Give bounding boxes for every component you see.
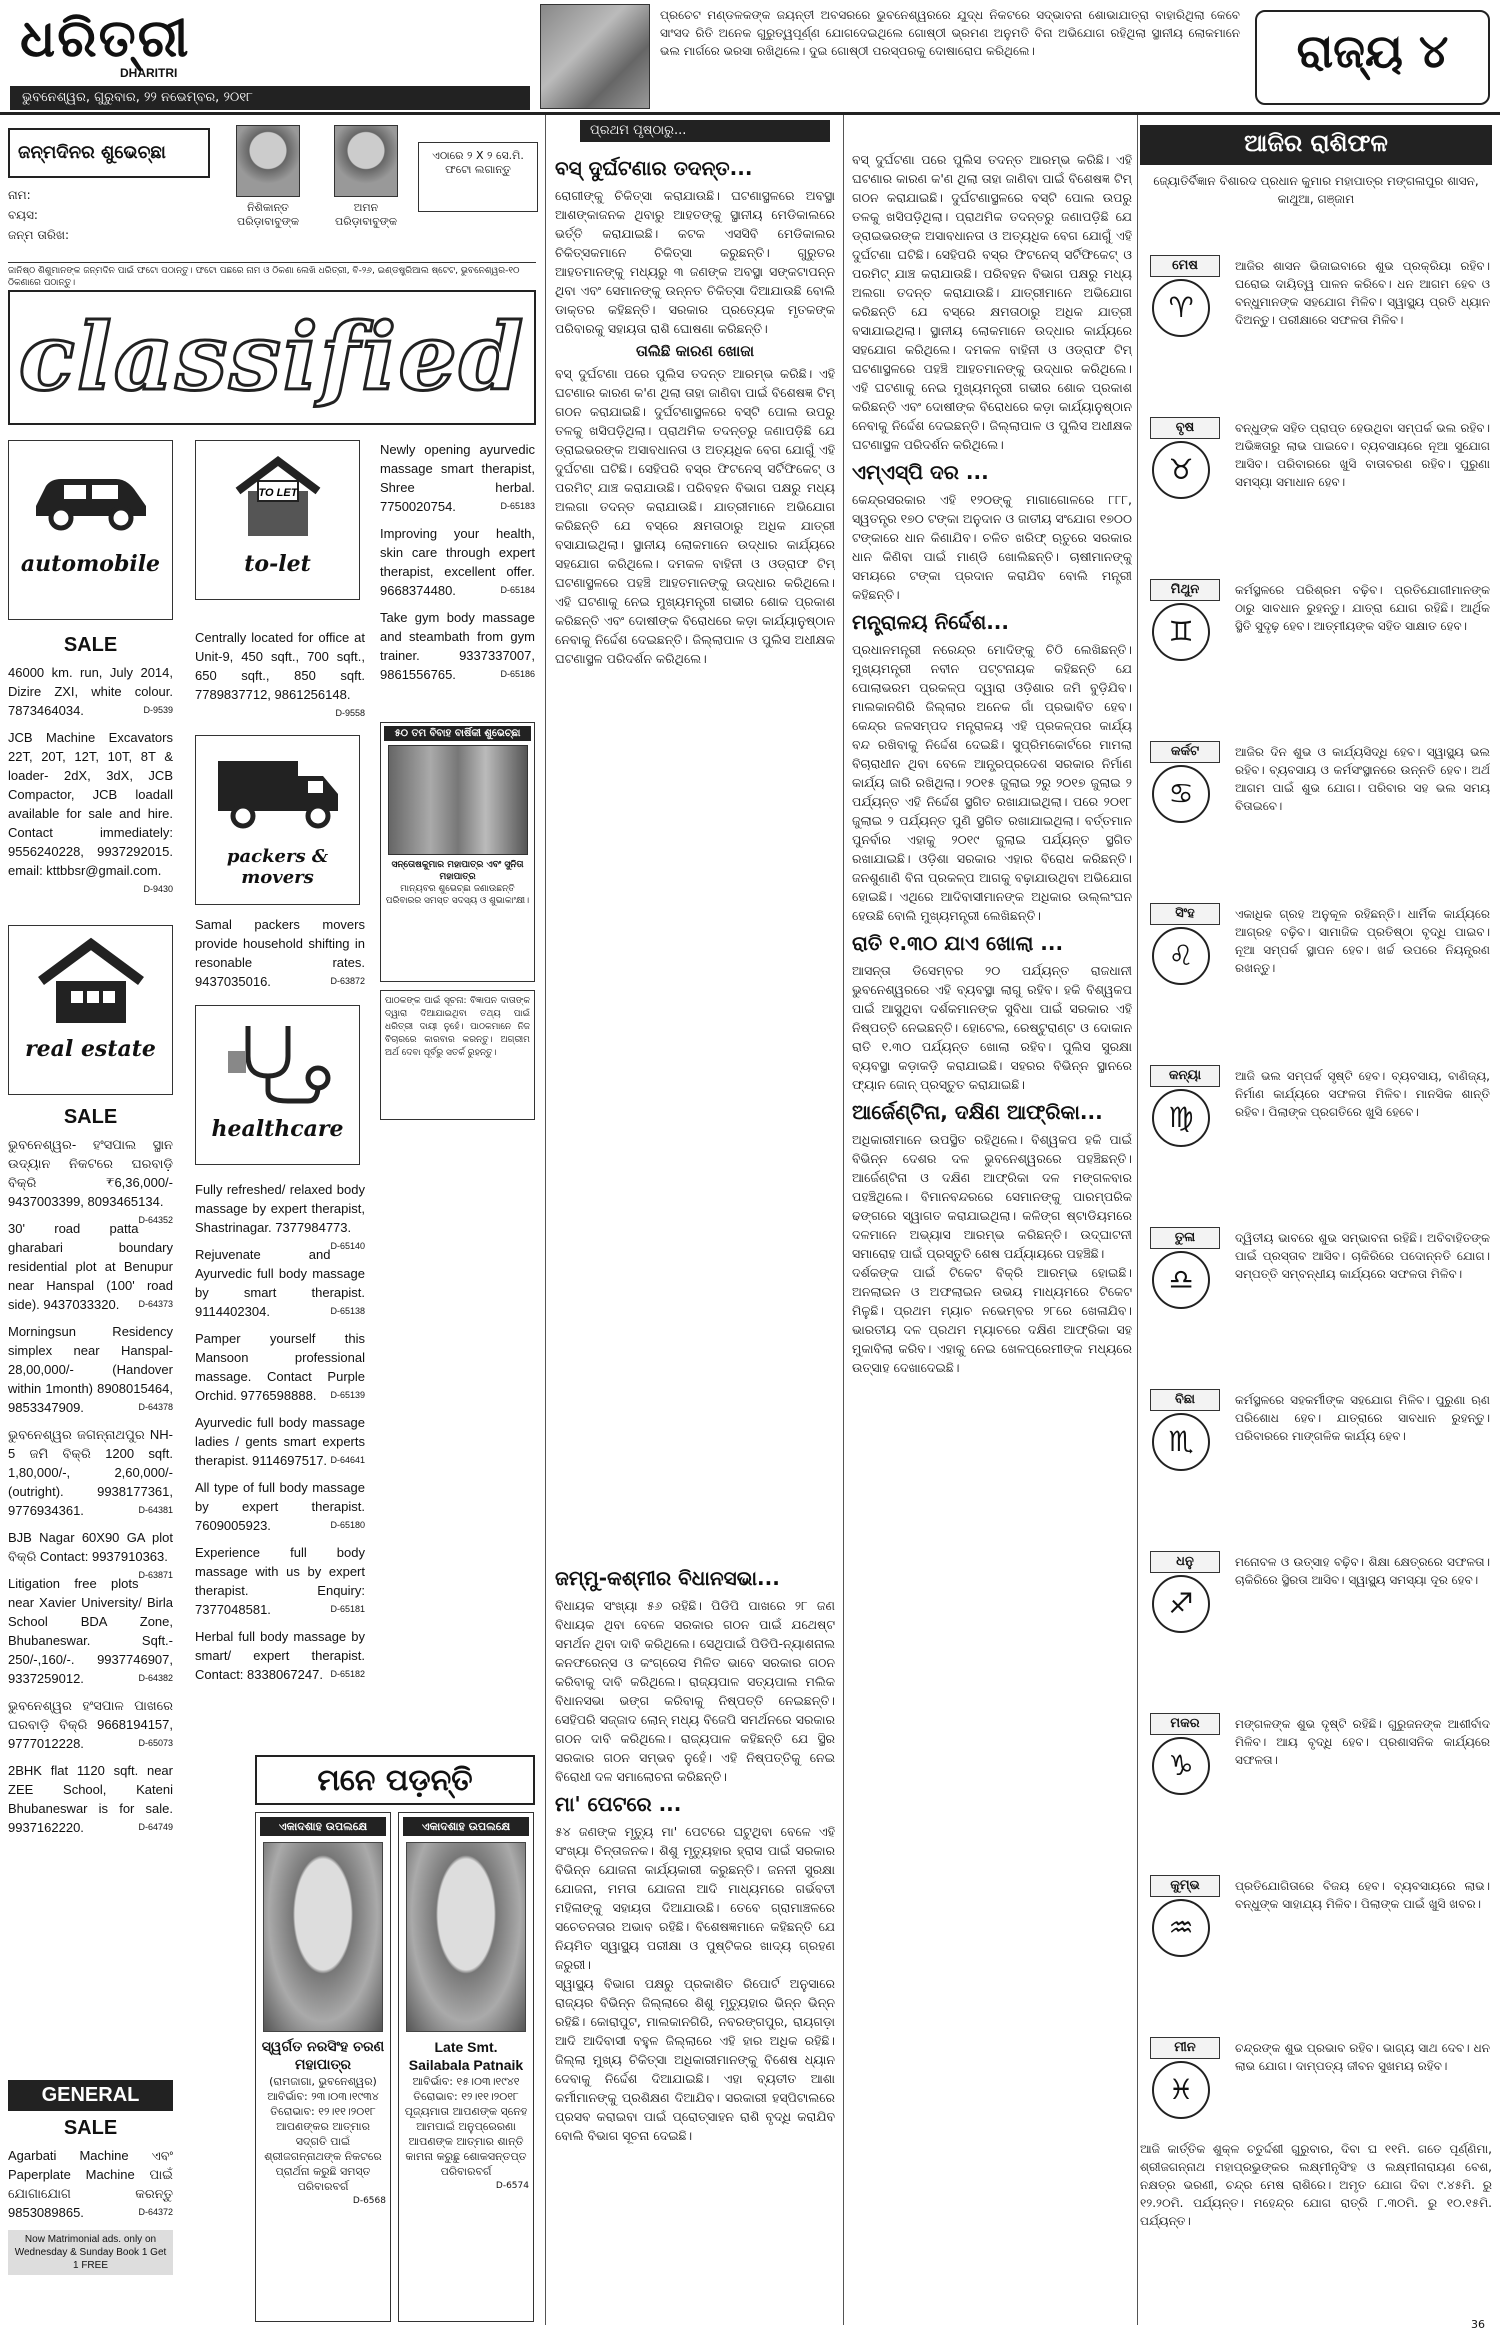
horoscope-sign [1140, 1713, 1492, 1873]
page-title: ରାଜ୍ୟ ୪ [1255, 10, 1490, 105]
obituary-1-heading: ଏକାଦଶାହ ଉପଲକ୍ଷେ [260, 1817, 386, 1836]
sign-name: ବୃଷ [1150, 417, 1220, 439]
kid-photo-1 [228, 125, 308, 235]
ad-auto-1-text: 46000 km. run, July 2014, Dizire ZXI, white colour. 7873464034. [8, 665, 173, 718]
ad-health-6-text: Experience full body massage with us by expert therapist. Enquiry: 7377048581. [195, 1545, 365, 1617]
horoscope-sign [1140, 1551, 1492, 1711]
ad-health-2 [195, 1245, 365, 1321]
ad-code: D-65183 [500, 501, 535, 511]
ad-right-1 [380, 440, 535, 516]
ad-re-2 [8, 1219, 173, 1314]
ad-re-7 [8, 1696, 173, 1753]
horoscope-sign [1140, 1065, 1492, 1225]
sign-name: ବିଛା [1150, 1389, 1220, 1411]
article-argentina-para-2: ଦର୍ଶକଙ୍କ ପାଇଁ ଟିକେଟ ବିକ୍ରି ଆରମ୍ଭ ହୋଇଛି। ଅନଲାଇନ ଓ ଅଫଲାଇନ ଉଭୟ ମାଧ୍ୟମରେ ଟିକେଟ ମିଳୁଛି। ପ୍ରଥମ ମ୍ୟାଚ ନଭେମ୍ବର ୨୮ରେ ଖେଳାଯିବ। ଭାରତୀୟ ଦଳ ପ୍ରଥମ ମ୍ୟାଚରେ ଦକ୍ଷିଣ ଆଫ୍ରିକା ସହ ମୁକାବିଲା କରିବ। ଏହାକୁ ନେଇ ଖେଳପ୍ରେମୀଙ୍କ ମଧ୍ୟରେ ଉତ୍ସାହ ଦେଖାଦେଇଛି। [852, 1265, 1132, 1375]
ad-auto-1 [8, 663, 173, 720]
kid-2-image [334, 125, 398, 197]
sign-prediction: ଚନ୍ଦ୍ରଙ୍କ ଶୁଭ ପ୍ରଭାବ ରହିବ। ଭାଗ୍ୟ ସାଥ ଦେବ। ଧନ ଲାଭ ଯୋଗ। ଦାମ୍ପତ୍ୟ ଜୀବନ ସୁଖମୟ ରହିବ। [1235, 2041, 1490, 2073]
obituary-2-photo [406, 1842, 526, 2032]
birthday-note: ଜାନିଷ୍ଠ ଶିଶୁମାନଙ୍କ ଜନ୍ମଦିନ ପାଇଁ ଫଟୋ ପଠାନ୍ତୁ। ଫଟୋ ପଛରେ ନାମ ଓ ଠିକଣା ଲେଖି ଧରିତ୍ରୀ, ବି-୨୬, ଇଣ୍ଡଷ୍ଟ୍ରିଆଲ ଷ୍ଟେଟ, ଭୁବନେଶ୍ୱର-୧୦ ଠିକଣାରେ ପଠାନ୍ତୁ। [8, 262, 536, 289]
top-story-text: ପ୍ରଚେଟ ମଣ୍ଡଳକଙ୍କ ଜୟନ୍ତୀ ଅବସରରେ ଭୁବନେଶ୍ୱରରେ ଯୁଦ୍ଧ ନିକଟରେ ସଦ୍ଭାବନା ଶୋଭାଯାତ୍ରା ବାହାରିଥିଲା କେବେ ସାଂସଦ ରିତି ଅନେକ ଗୁରୁତ୍ୱପୂର୍ଣ୍ଣ ଯୋଗଦେଇଥିଲେ ଗୋଷ୍ଠୀ ଭ୍ରମଣ ଅନୁମତି ବିନା ଅଭିଯୋଗ ରହିଥିଲା ସ୍ଥାନୀୟ ଲୋକମାନେ ଭଲ ମାର୍ଗରେ ଭରସା ରଖିଥିଲେ। ଦୁଇ ଗୋଷ୍ଠୀ ପରସ୍ପରକୁ ଦୋଷାରୋପ କରିଥିଲେ। [660, 8, 1240, 58]
packers-ad-box [195, 735, 360, 905]
sign-name: ମେଷ [1150, 255, 1220, 277]
sign-name: ମୀନ [1150, 2037, 1220, 2059]
ad-re-6-text: Litigation free plots near Xavier University/ Birla School BDA Zone, Bhubaneswar. Sqft.- 250/-,160/-. 9937746907, 9337259012. [8, 1576, 173, 1686]
ad-re-1 [8, 1135, 173, 1225]
ad-code: D-64381 [138, 1505, 173, 1515]
subheadline-bus: ତାଲିଛି କାରଣ ଖୋଜା [635, 342, 755, 360]
sign-prediction: ଦ୍ୱିତୀୟ ଭାବରେ ଶୁଭ ସମ୍ଭାବନା ରହିଛି। ଅବିବାହିତଙ୍କ ପାଇଁ ପ୍ରସ୍ତାବ ଆସିବ। ଚାକିରିରେ ପଦୋନ୍ନତି ଯୋଗ। ସମ୍ପତ୍ତି ସମ୍ବନ୍ଧୀୟ କାର୍ଯ୍ୟରେ ସଫଳତା ମିଳିବ। [1235, 1231, 1490, 1281]
sign-name: କର୍କଟ [1150, 741, 1220, 763]
sign-name: ତୁଳା [1150, 1227, 1220, 1249]
sign-prediction: କର୍ମସ୍ଥଳରେ ପରିଶ୍ରମ ବଢ଼ିବ। ପ୍ରତିଯୋଗୀମାନଙ୍କ ଠାରୁ ସାବଧାନ ରୁହନ୍ତୁ। ଯାତ୍ରା ଯୋଗ ରହିଛି। ଆର୍ଥିକ ସ୍ଥିତି ସୁଦୃଢ଼ ହେବ। ଆତ୍ମୀୟଙ୍କ ସହିତ ସାକ୍ଷାତ ହେବ। [1235, 583, 1490, 633]
ad-health-5-text: All type of full body massage by expert therapist. 7609005923. [195, 1480, 365, 1533]
ad-code: D-9430 [143, 884, 173, 894]
ad-health-7-text: Herbal full body massage by smart/ expert therapist. Contact: 8338067247. [195, 1629, 365, 1682]
ad-code: D-9558 [335, 708, 365, 718]
ad-code: D-65181 [330, 1604, 365, 1614]
sign-prediction: ଆଜି ଭଲ ସମ୍ପର୍କ ସୃଷ୍ଟି ହେବ। ବ୍ୟବସାୟ, ବାଣିଜ୍ୟ, ନିର୍ମାଣ କାର୍ଯ୍ୟରେ ସଫଳତା ମିଳିବ। ମାନସିକ ଶାନ୍ତି ରହିବ। ପିଲାଙ୍କ ପ୍ରଗତିରେ ଖୁସି ହେବେ। [1235, 1069, 1490, 1119]
article-bus-para-1: ରୋଗୀଙ୍କୁ ଚିକିତ୍ସା କରାଯାଉଛି। ଘଟଣାସ୍ଥଳରେ ଅବସ୍ଥା ଆଶଙ୍କାଜନକ ଥିବାରୁ ଆହତଙ୍କୁ ସ୍ଥାନୀୟ ମେଡିକାଲରେ ଭର୍ତ୍ତି କରାଯାଇଛି। କଟକ ଏସସିବି ମେଡିକାଲର ଚିକିତ୍ସକମାନେ ଚିକିତ୍ସା କରୁଛନ୍ତି। ଗୁରୁତର ଆହତମାନଙ୍କୁ ମଧ୍ୟରୁ ୩ ଜଣଙ୍କ ଅବସ୍ଥା ସଙ୍କଟାପନ୍ନ ଥିବା ଏବଂ ସେମାନଙ୍କୁ ଉନ୍ନତ ଚିକିତ୍ସା ଦିଆଯାଉଛି ବୋଲି ଡାକ୍ତର କହିଛନ୍ତି। ସରକାର ପ୍ରତ୍ୟେକ ମୃତକଙ୍କ ପରିବାରକୁ ସହାୟତା ରାଶି ଘୋଷଣା କରିଛନ୍ତି। [555, 188, 835, 336]
ad-re-5 [8, 1528, 173, 1580]
ad-code: D-63872 [330, 976, 365, 986]
ad-re-3 [8, 1322, 173, 1417]
zodiac-icon: ♐ [1152, 1575, 1210, 1633]
article-argentina-para-1: ଅଧିକାରୀମାନେ ଉପସ୍ଥିତ ରହିଥିଲେ। ବିଶ୍ୱକପ ହକି ପାଇଁ ବିଭିନ୍ନ ଦେଶର ଦଳ ଭୁବନେଶ୍ୱରରେ ପହଞ୍ଚିଛନ୍ତି। ଆର୍ଜେଣ୍ଟିନା ଓ ଦକ୍ଷିଣ ଆଫ୍ରିକା ଦଳ ମଙ୍ଗଳବାର ପହଞ୍ଚିଥିଲେ। ବିମାନବନ୍ଦରରେ ସେମାନଙ୍କୁ ପାରମ୍ପରିକ ଢଙ୍ଗରେ ସ୍ୱାଗତ କରାଯାଇଥିଲା। କଳିଙ୍ଗ ଷ୍ଟାଡିୟମରେ ଦଳମାନେ ଅଭ୍ୟାସ ଆରମ୍ଭ କରିଛନ୍ତି। ଉଦ୍‌ଘାଟନୀ ସମାରୋହ ପାଇଁ ପ୍ରସ୍ତୁତି ଶେଷ ପର୍ଯ୍ୟାୟରେ ପହଞ୍ଚିଛି। [852, 1132, 1132, 1261]
ad-right-2 [380, 524, 535, 600]
headline-argentina[interactable]: ଆର୍ଜେଣ୍ଟିନା, ଦକ୍ଷିଣ ଆଫ୍ରିକା... [852, 1100, 1103, 1124]
obituary-1-name: ସ୍ୱର୍ଗତ ନରସିଂହ ଚରଣ ମହାପାତ୍ର [261, 2039, 385, 2073]
ad-health-1 [195, 1180, 365, 1251]
sale-heading-3: SALE [63, 2117, 118, 2139]
ad-right-2-text: Improving your health, skin care through expert therapist, excellent offer. 9668374480. [380, 526, 535, 598]
zodiac-icon: ♏ [1152, 1413, 1210, 1471]
ad-code: D-64641 [330, 1455, 365, 1465]
ad-code: D-65140 [330, 1241, 365, 1251]
ad-health-6 [195, 1543, 365, 1619]
truck-icon [196, 736, 359, 846]
ad-auto-2-text: JCB Machine Excavators 22T, 20T, 12T, 10T, 8T & loader- 2dX, 3dX, JCB Compactor, JCB loadall available for sale and hire. Contact immediately: 9556240228, 9937292015. email: kttbbsr@gmail.com. [8, 730, 173, 878]
sign-prediction: କର୍ମସ୍ଥଳରେ ସହକର୍ମୀଙ୍କ ସହଯୋଗ ମିଳିବ। ପୁରୁଣା ଋଣ ପରିଶୋଧ ହେବ। ଯାତ୍ରାରେ ସାବଧାନ ରୁହନ୍ତୁ। ପରିବାରରେ ମାଙ୍ଗଳିକ କାର୍ଯ୍ୟ ହେବ। [1235, 1393, 1490, 1443]
anniversary-names: ସନ୍ତୋଷକୁମାର ମହାପାତ୍ର ଏବଂ ସୁନିତା ମହାପାତ୍ର [391, 860, 524, 882]
article-jk-para: ବିଧାୟକ ସଂଖ୍ୟା ୫୬ ରହିଛି। ପିଡିପି ପାଖରେ ୨୮ ଜଣ ବିଧାୟକ ଥିବା ବେଳେ ସରକାର ଗଠନ ପାଇଁ ଯଥେଷ୍ଟ ସମର୍ଥନ ଥିବା ଦାବି କରିଥିଲେ। ସେଥିପାଇଁ ପିଡିପି-ନ୍ୟାଶନାଲ କନଫରେନ୍ସ ଓ କଂଗ୍ରେସ ମିଳିତ ଭାବେ ସରକାର ଗଠନ କରିବାକୁ ଦାବି କରିଥିଲେ। ରାଜ୍ୟପାଳ ସତ୍ୟପାଲ ମଲିକ ବିଧାନସଭା ଭଙ୍ଗ କରିବାକୁ ନିଷ୍ପତ୍ତି ନେଇଛନ୍ତି। ସେହିପରି ସଜ୍ଜାଦ ଲୋନ୍ ମଧ୍ୟ ବିଜେପି ସମର୍ଥନରେ ସରକାର ଗଠନ ଦାବି କରିଥିଲେ। ରାଜ୍ୟପାଳ କହିଛନ୍ତି ଯେ ସ୍ଥିର ସରକାର ଗଠନ ସମ୍ଭବ ନୁହେଁ। ଏହି ନିଷ୍ପତ୍ତିକୁ ନେଇ ବିରୋଧୀ ଦଳ ସମାଲୋଚନା କରିଛନ୍ତି। [555, 1598, 835, 1784]
ad-code: D-65180 [330, 1520, 365, 1530]
zodiac-icon: ♌ [1152, 927, 1210, 985]
obituary-2-code: D-6574 [495, 2181, 529, 2191]
anniversary-text: ମାନ୍ୟବର ଶୁଭେଚ୍ଛା ଜଣାଉଛନ୍ତି ପରିବାରର ସମସ୍ତ ସଦସ୍ୟ ଓ ଶୁଭାକାଂକ୍ଷୀ। [385, 884, 530, 906]
automobile-listings [8, 628, 173, 899]
matrimonial-note: Now Matrimonial ads. only on Wednesday & Sunday Book 1 Get 1 FREE [8, 2230, 173, 2275]
general-section [8, 2080, 173, 2275]
horoscope-sign [1140, 1389, 1492, 1549]
ad-code: D-65186 [500, 669, 535, 679]
kid-1-name: ନିଶିକାନ୍ତ ପରିଡ଼ାବାବୁଙ୍କ [237, 201, 299, 228]
obituary-1 [255, 1812, 391, 2322]
ad-re-5-text: BJB Nagar 60X90 GA plot ବିକ୍ରି Contact: 9937910363. [8, 1530, 173, 1564]
horoscope-sign [1140, 741, 1492, 901]
svg-text:TO LET: TO LET [258, 487, 297, 499]
car-icon [9, 441, 172, 551]
ad-health-3-text: Pamper yourself this Mansoon professional massage. Contact Purple Orchid. 9776598888. [195, 1331, 365, 1403]
horoscope-author: ଜ୍ୟୋତିର୍ବିଜ୍ଞାନ ବିଶାରଦ ପ୍ରଧାନ କୁମାର ମହାପାତ୍ର ମଙ୍ଗଳାପୁର ଶାସନ, କାଥୁଆ, ଗଞ୍ଜାମ [1153, 174, 1479, 206]
ad-general-1 [8, 2146, 173, 2222]
column-divider [1137, 115, 1138, 2325]
headline-jk-assembly[interactable]: ଜମ୍ମୁ-କଶ୍ମୀର ବିଧାନସଭା... [555, 1566, 780, 1590]
ad-health-7 [195, 1627, 365, 1684]
zodiac-icon: ♎ [1152, 1251, 1210, 1309]
ad-code: D-64378 [138, 1402, 173, 1412]
continued-from-front-label: ପ୍ରଥମ ପୃଷ୍ଠାରୁ... [580, 120, 830, 142]
obituary-2-heading: ଏକାଦଶାହ ଉପଲକ୍ଷେ [403, 1817, 529, 1836]
ad-health-4-text: Ayurvedic full body massage ladies / gents smart experts therapist. 9114697517. [195, 1415, 365, 1468]
ad-general-1-text: Agarbati Machine ଏବଂ Paperplate Machine ପାଇଁ ଯୋଗାଯୋଗ କରନ୍ତୁ 9853089865. [8, 2148, 173, 2220]
sign-prediction: ଏକାଧିକ ଗ୍ରହ ଅନୁକୂଳ ରହିଛନ୍ତି। ଧାର୍ମିକ କାର୍ଯ୍ୟରେ ଆଗ୍ରହ ବଢ଼ିବ। ସାମାଜିକ ପ୍ରତିଷ୍ଠା ବୃଦ୍ଧି ପାଇବ। ନୂଆ ସମ୍ପର୍କ ସ୍ଥାପନ ହେବ। ଖର୍ଚ୍ଚ ଉପରେ ନିୟନ୍ତ୍ରଣ ରଖନ୍ତୁ। [1235, 907, 1490, 975]
automobile-label: automobile [20, 551, 161, 577]
ad-code: D-65073 [138, 1738, 173, 1748]
article-womb-para-2: ସ୍ୱାସ୍ଥ୍ୟ ବିଭାଗ ପକ୍ଷରୁ ପ୍ରକାଶିତ ରିପୋର୍ଟ ଅନୁସାରେ ରାଜ୍ୟର ବିଭିନ୍ନ ଜିଲ୍ଲାରେ ଶିଶୁ ମୃତ୍ୟୁହାର ଭିନ୍ନ ଭିନ୍ନ ରହିଛି। କୋରାପୁଟ, ମାଲକାନଗିରି, ନବରଙ୍ଗପୁର, ରାୟଗଡ଼ା ଆଦି ଆଦିବାସୀ ବହୁଳ ଜିଲ୍ଲାରେ ଏହି ହାର ଅଧିକ ରହିଛି। ଜିଲ୍ଲା ମୁଖ୍ୟ ଚିକିତ୍ସା ଅଧିକାରୀମାନଙ୍କୁ ବିଶେଷ ଧ୍ୟାନ ଦେବାକୁ ନିର୍ଦ୍ଦେଶ ଦିଆଯାଇଛି। ଏହା ବ୍ୟତୀତ ଆଶା କର୍ମୀମାନଙ୍କୁ ପ୍ରଶିକ୍ଷଣ ଦିଆଯିବ। ସରକାରୀ ହସ୍ପିଟାଲରେ ପ୍ରସବ କରାଇବା ପାଇଁ ପ୍ରୋତ୍ସାହନ ରାଶି ବୃଦ୍ଧି କରାଯିବ ବୋଲି ବିଭାଗ ସୂଚନା ଦେଇଛି। [555, 1976, 835, 2143]
column-divider [843, 115, 844, 2325]
ad-code: D-9539 [143, 705, 173, 715]
obituary-2 [398, 1812, 534, 2322]
obituary-1-text: (ରାମଜାଗା, ଭୁବନେଶ୍ୱର) ଆବିର୍ଭାବ: ୨୩।୦୩।୧୯୩୪ ତିରୋଭାବ: ୧୨।୧୧।୨୦୧୮ ଆପଣଙ୍କର ଆତ୍ମାର ସଦ୍ଗତି ପାଇଁ ଶ୍ରୀଜଗନ୍ନାଥଙ୍କ ନିକଟରେ ପ୍ରାର୍ଥନା କରୁଛି ସମସ୍ତ ପରିବାରବର୍ଗ [264, 2075, 382, 2193]
automobile-ad-box [8, 440, 173, 620]
ad-code: D-64372 [138, 2207, 173, 2217]
horoscope-heading: ଆଜିର ରାଶିଫଳ [1140, 125, 1492, 165]
ad-code: D-65182 [330, 1669, 365, 1679]
tolet-label: to-let [244, 551, 311, 577]
ad-right-3-text: Take gym body massage and steambath from gym trainer. 9337337007, 9861556765. [380, 610, 535, 682]
page-footer [0, 2318, 1500, 2335]
ad-re-2-text: 30' road patta gharabari boundary residential plot at Benupur near Hanspal (100' road side). 9437033320. [8, 1221, 173, 1312]
ad-health-4 [195, 1413, 365, 1470]
ad-re-4-text: ଭୁବନେଶ୍ୱର ଜଗନ୍ନାଥପୁର NH-5 ଜମି ବିକ୍ରି 1200 sqft. 1,80,000/-, 2,60,000/- (outright). 9938177361, 9776934361. [8, 1427, 173, 1518]
zodiac-icon: ♊ [1152, 603, 1210, 661]
realestate-ads [8, 1135, 173, 1837]
article-bus-para-2: ବସ୍ ଦୁର୍ଘଟଣା ପରେ ପୁଲିସ ତଦନ୍ତ ଆରମ୍ଭ କରିଛି। ଏହି ଘଟଣାର କାରଣ କ'ଣ ଥିଲା ତାହା ଜାଣିବା ପାଇଁ ବିଶେଷଜ୍ଞ ଟିମ୍ ଗଠନ କରାଯାଇଛି। ଦୁର୍ଘଟଣାସ୍ଥଳରେ ବସ୍‌ଟି ପୋଲ ଉପରୁ ତଳକୁ ଖସିପଡ଼ିଥିଲା। ପ୍ରାଥମିକ ତଦନ୍ତରୁ ଜଣାପଡ଼ିଛି ଯେ ଡ୍ରାଇଭରଙ୍କ ଅସାବଧାନତା ଓ ଅତ୍ୟଧିକ ବେଗ ଯୋଗୁଁ ଏହି ଦୁର୍ଘଟଣା ଘଟିଛି। ସେହିପରି ବସ୍‌ର ଫିଟନେସ୍ ସର୍ଟିଫିକେଟ୍ ଓ ପରମିଟ୍ ଯାଞ୍ଚ କରାଯାଉଛି। ପରିବହନ ବିଭାଗ ପକ୍ଷରୁ ମଧ୍ୟ ଅଲଗା ତଦନ୍ତ କରାଯାଉଛି। ଯାତ୍ରୀମାନେ ଅଭିଯୋଗ କରିଛନ୍ତି ଯେ ବସ୍‌ରେ କ୍ଷମତାଠାରୁ ଅଧିକ ଯାତ୍ରୀ ବସାଯାଇଥିଲା। ସ୍ଥାନୀୟ ଲୋକମାନେ ଉଦ୍ଧାର କାର୍ଯ୍ୟରେ ସହଯୋଗ କରିଥିଲେ। ଦମକଳ ବାହିନୀ ଓ ଓଡ୍ରାଫ ଟିମ୍ ଘଟଣାସ୍ଥଳରେ ପହଞ୍ଚି ଆହତମାନଙ୍କୁ ଉଦ୍ଧାର କରିଥିଲେ। ଏହି ଘଟଣାକୁ ନେଇ ମୁଖ୍ୟମନ୍ତ୍ରୀ ଗଭୀର ଶୋକ ପ୍ରକାଶ କରିଛନ୍ତି ଏବଂ ଦୋଷୀଙ୍କ ବିରୋଧରେ କଡ଼ା କାର୍ଯ୍ୟାନୁଷ୍ଠାନ ନେବାକୁ ନିର୍ଦ୍ଦେଶ ଦେଇଛନ୍ତି। ଜିଲ୍ଲାପାଳ ଓ ପୁଲିସ ଅଧୀକ୍ଷକ ଘଟଣାସ୍ଥଳ ପରିଦର୍ଶନ କରିଥିଲେ। [555, 366, 835, 666]
article-womb-para-1: ୫୪ ଜଣଙ୍କ ମୃତ୍ୟୁ ମା' ପେଟରେ ଘଟୁଥିବା ବେଳେ ଏହି ସଂଖ୍ୟା ଚିନ୍ତାଜନକ। ଶିଶୁ ମୃତ୍ୟୁହାର ହ୍ରାସ ପାଇଁ ସରକାର ବିଭିନ୍ନ ଯୋଜନା କାର୍ଯ୍ୟକାରୀ କରୁଛନ୍ତି। ଜନନୀ ସୁରକ୍ଷା ଯୋଜନା, ମମତା ଯୋଜନା ଆଦି ମାଧ୍ୟମରେ ଗର୍ଭବତୀ ମହିଳାଙ୍କୁ ସହାୟତା ଦିଆଯାଉଛି। ତେବେ ଗ୍ରାମାଞ୍ଚଳରେ ସଚେତନତାର ଅଭାବ ରହିଛି। ବିଶେଷଜ୍ଞମାନେ କହିଛନ୍ତି ଯେ ନିୟମିତ ସ୍ୱାସ୍ଥ୍ୟ ପରୀକ୍ଷା ଓ ପୁଷ୍ଟିକର ଖାଦ୍ୟ ଗ୍ରହଣ ଜରୁରୀ। [555, 1824, 835, 1972]
ad-code: D-63871 [138, 1570, 173, 1580]
obituary-banner: ମନେ ପଡ଼ନ୍ତି [255, 1755, 535, 1805]
kid-1-image [236, 125, 300, 197]
news-column-1 [555, 150, 835, 1550]
sign-name: ଧନୁ [1150, 1551, 1220, 1573]
obituary-1-photo [263, 1842, 383, 2032]
article-msp-para: କେନ୍ଦ୍ରସରକାର ଏହି ୧୨୦ଙ୍କୁ ମାଗାଗୋଳରେ ୮୮୮, ସ୍ୱତନ୍ତ୍ର ୧୭୦ ଟଙ୍କା ଅନୁଦାନ ଓ ଜାତୀୟ ସଂଯୋଗ ୧୭୦୦ ଟଙ୍କାରେ ଧାନ କିଣାଯିବ। ଚଳିତ ଖରିଫ୍ ଋତୁରେ ସରକାର ଧାନ କିଣିବା ପାଇଁ ମାଣ୍ଡି ଖୋଲିଛନ୍ତି। ଚାଷୀମାନଙ୍କୁ ସମୟରେ ଟଙ୍କା ପ୍ରଦାନ କରାଯିବ ବୋଲି ମନ୍ତ୍ରୀ କହିଛନ୍ତି। [852, 492, 1132, 602]
article-cont-para: ବସ୍ ଦୁର୍ଘଟଣା ପରେ ପୁଲିସ ତଦନ୍ତ ଆରମ୍ଭ କରିଛି। ଏହି ଘଟଣାର କାରଣ କ'ଣ ଥିଲା ତାହା ଜାଣିବା ପାଇଁ ବିଶେଷଜ୍ଞ ଟିମ୍ ଗଠନ କରାଯାଇଛି। ଦୁର୍ଘଟଣାସ୍ଥଳରେ ବସ୍‌ଟି ପୋଲ ଉପରୁ ତଳକୁ ଖସିପଡ଼ିଥିଲା। ପ୍ରାଥମିକ ତଦନ୍ତରୁ ଜଣାପଡ଼ିଛି ଯେ ଡ୍ରାଇଭରଙ୍କ ଅସାବଧାନତା ଓ ଅତ୍ୟଧିକ ବେଗ ଯୋଗୁଁ ଏହି ଦୁର୍ଘଟଣା ଘଟିଛି। ସେହିପରି ବସ୍‌ର ଫିଟନେସ୍ ସର୍ଟିଫିକେଟ୍ ଓ ପରମିଟ୍ ଯାଞ୍ଚ କରାଯାଉଛି। ପରିବହନ ବିଭାଗ ପକ୍ଷରୁ ମଧ୍ୟ ଅଲଗା ତଦନ୍ତ କରାଯାଉଛି। ଯାତ୍ରୀମାନେ ଅଭିଯୋଗ କରିଛନ୍ତି ଯେ ବସ୍‌ରେ କ୍ଷମତାଠାରୁ ଅଧିକ ଯାତ୍ରୀ ବସାଯାଇଥିଲା। ସ୍ଥାନୀୟ ଲୋକମାନେ ଉଦ୍ଧାର କାର୍ଯ୍ୟରେ ସହଯୋଗ କରିଥିଲେ। ଦମକଳ ବାହିନୀ ଓ ଓଡ୍ରାଫ ଟିମ୍ ଘଟଣାସ୍ଥଳରେ ପହଞ୍ଚି ଆହତମାନଙ୍କୁ ଉଦ୍ଧାର କରିଥିଲେ। ଏହି ଘଟଣାକୁ ନେଇ ମୁଖ୍ୟମନ୍ତ୍ରୀ ଗଭୀର ଶୋକ ପ୍ରକାଶ କରିଛନ୍ତି ଏବଂ ଦୋଷୀଙ୍କ ବିରୋଧରେ କଡ଼ା କାର୍ଯ୍ୟାନୁଷ୍ଠାନ ନେବାକୁ ନିର୍ଦ୍ଦେଶ ଦେଇଛନ୍ତି। ଜିଲ୍ଲାପାଳ ଓ ପୁଲିସ ଅଧୀକ୍ଷକ ଘଟଣାସ୍ଥଳ ପରିଦର୍ଶନ କରିଥିଲେ। [852, 152, 1132, 452]
ad-re-1-text: ଭୁବନେଶ୍ୱର- ହଂସପାଲ ସ୍ଥାନ ଉଦ୍ୟାନ ନିକଟରେ ଘରବାଡ଼ି ବିକ୍ରି ₹6,36,000/- 9437003399, 8093465134. [8, 1137, 173, 1209]
ad-code: D-64373 [138, 1299, 173, 1309]
sign-prediction: ମଙ୍ଗଳଙ୍କ ଶୁଭ ଦୃଷ୍ଟି ରହିଛି। ଗୁରୁଜନଙ୍କ ଆଶୀର୍ବାଦ ମିଳିବ। ଆୟ ବୃଦ୍ଧି ହେବ। ପ୍ରଶାସନିକ କାର୍ଯ୍ୟରେ ସଫଳତା। [1235, 1717, 1490, 1767]
ad-tolet-1 [195, 628, 365, 718]
sign-name: ମିଥୁନ [1150, 579, 1220, 601]
sign-prediction: ଆଜିର ଶାସନ ଭିଜାଇବାରେ ଶୁଭ ପ୍ରକ୍ରିୟା ରହିବ। ଘରୋଇ ଦାୟିତ୍ୱ ପାଳନ କରିବେ। ଧନ ଆଗମ ହେବ ଓ ବନ୍ଧୁମାନଙ୍କ ସହଯୋଗ ମିଳିବ। ସ୍ୱାସ୍ଥ୍ୟ ପ୍ରତି ଧ୍ୟାନ ଦିଅନ୍ତୁ। ପରୀକ୍ଷାରେ ସଫଳତା ମିଳିବ। [1235, 259, 1490, 327]
kid-photo-2 [326, 125, 406, 235]
birthday-heading: ଜନ୍ମଦିନର ଶୁଭେଚ୍ଛା [8, 128, 210, 178]
headline-night-open[interactable]: ରାତି ୧.୩୦ ଯାଏ ଖୋଲା ... [852, 931, 1064, 955]
classified-banner: classified [8, 290, 536, 425]
horoscope-sign [1140, 1227, 1492, 1387]
sign-prediction: ବନ୍ଧୁଙ୍କ ସହିତ ପ୍ରାପ୍ତ ହେଉଥିବା ସମ୍ପର୍କ ଭଲ ରହିବ। ଅଭିଜ୍ଞତାରୁ ଲାଭ ପାଇବେ। ବ୍ୟବସାୟରେ ନୂଆ ସୁଯୋଗ ଆସିବ। ପରିବାରରେ ଖୁସି ବାତାବରଣ ରହିବ। ପୁରୁଣା ସମସ୍ୟା ସମାଧାନ ହେବ। [1235, 421, 1490, 489]
zodiac-icon: ♍ [1152, 1089, 1210, 1147]
sign-name: ସିଂହ [1150, 903, 1220, 925]
photo-placeholder: ଏଠାରେ ୨ X ୨ ସେ.ମି. ଫଟୋ ଲଗାନ୍ତୁ [418, 142, 538, 212]
logo-subtitle: DHARITRI [120, 66, 178, 80]
sign-prediction: ପ୍ରତିଯୋଗିତାରେ ବିଜୟ ହେବ। ବ୍ୟବସାୟରେ ଲାଭ। ବନ୍ଧୁଙ୍କ ସାହାଯ୍ୟ ମିଳିବ। ପିଲାଙ୍କ ପାଇଁ ଖୁସି ଖବର। [1235, 1879, 1490, 1911]
packers-label: packers & movers [226, 846, 329, 888]
horoscope-sign [1140, 255, 1492, 415]
newspaper-logo[interactable]: ଧରିତ୍ରୀ [20, 8, 191, 69]
ad-re-3-text: Morningsun Residency simplex near Hanspal- 28,00,000/- (Handover within 1month) 8908015464, 9853347909. [8, 1324, 173, 1415]
ad-tolet-1-text: Centrally located for office at Unit-9, 450 sqft., 700 sqft., 650 sqft., 850 sqft. 7789837712, 9861256148. [195, 630, 365, 702]
house-icon [9, 926, 172, 1036]
masthead [0, 0, 1500, 115]
ad-code: D-65138 [330, 1306, 365, 1316]
general-heading: GENERAL [8, 2080, 173, 2111]
tolet-ad-box [195, 440, 360, 600]
healthcare-ad-box [195, 1005, 360, 1165]
ad-re-7-text: ଭୁବନେଶ୍ୱର ହଂସପାଳ ପାଖରେ ଘରବାଡ଼ି ବିକ୍ରି 9668194157, 9777012228. [8, 1698, 173, 1751]
sale-heading-2: SALE [63, 1106, 118, 1128]
ad-re-8 [8, 1761, 173, 1837]
column-divider [545, 115, 546, 2325]
zodiac-icon: ♒ [1152, 1899, 1210, 1957]
sign-prediction: ଆଜିର ଦିନ ଶୁଭ ଓ କାର୍ଯ୍ୟସିଦ୍ଧି ହେବ। ସ୍ୱାସ୍ଥ୍ୟ ଭଲ ରହିବ। ବ୍ୟବସାୟ ଓ କର୍ମସଂସ୍ଥାନରେ ଉନ୍ନତି ହେବ। ଅର୍ଥ ଆଗମ ପାଇଁ ଶୁଭ ଯୋଗ। ପରିବାର ସହ ଭଲ ସମୟ ବିତାଇବେ। [1235, 745, 1490, 813]
headline-bus-accident[interactable]: ବସ୍ ଦୁର୍ଘଟଣାର ତଦନ୍ତ... [555, 156, 753, 180]
healthcare-listings [195, 1180, 365, 1692]
headline-msp-rate[interactable]: ଏମ୍‌ଏସ୍‌ପି ଦର ... [852, 460, 989, 484]
sign-name: କୁମ୍ଭ [1150, 1875, 1220, 1897]
zodiac-icon: ♈ [1152, 279, 1210, 337]
tolet-sign-icon [196, 441, 359, 551]
headline-womb[interactable]: ମା' ପେଟରେ ... [555, 1792, 682, 1816]
stethoscope-icon [196, 1006, 359, 1116]
healthcare-label: healthcare [211, 1116, 344, 1142]
reader-notice: ପାଠକଙ୍କ ପାଇଁ ସୂଚନା: ବିଜ୍ଞାପନ ଦାତାଙ୍କ ଦ୍ୱାରା ଦିଆଯାଇଥିବା ତଥ୍ୟ ପାଇଁ ଧରିତ୍ରୀ ଦାୟୀ ନୁହେଁ। ପାଠକମାନେ ନିଜ ବିଚାରରେ କାରବାର କରନ୍ତୁ। ଅଗ୍ରୀମ ଅର୍ଥ ଦେବା ପୂର୍ବରୁ ସତର୍କ ରୁହନ୍ତୁ। [380, 990, 535, 1120]
obituary-2-name: Late Smt. Sailabala Patnaik [408, 2039, 524, 2073]
ad-re-4 [8, 1425, 173, 1520]
horoscope-sign [1140, 1875, 1492, 2035]
ad-code: D-64382 [138, 1673, 173, 1683]
ad-health-3 [195, 1329, 365, 1405]
realestate-label: real estate [25, 1036, 156, 1062]
ad-health-5 [195, 1478, 365, 1535]
dateline: ଭୁବନେଶ୍ୱର, ଗୁରୁବାର, ୨୨ ନଭେମ୍ବର, ୨୦୧୮ [10, 86, 530, 110]
zodiac-icon: ♋ [1152, 765, 1210, 823]
form-field-dob: ଜନ୍ମ ତାରିଖ: [8, 228, 70, 242]
tolet-listings [195, 628, 365, 723]
ad-auto-2 [8, 728, 173, 894]
article-night-para: ଆସନ୍ତା ଡିସେମ୍ବର ୨୦ ପର୍ଯ୍ୟନ୍ତ ରାଜଧାନୀ ଭୁବନେଶ୍ୱରରେ ଏହି ବ୍ୟବସ୍ଥା ଲାଗୁ ରହିବ। ହକି ବିଶ୍ୱକପ ପାଇଁ ଆସୁଥିବା ଦର୍ଶକମାନଙ୍କ ସୁବିଧା ପାଇଁ ସରକାର ଏହି ନିଷ୍ପତ୍ତି ନେଇଛନ୍ତି। ହୋଟେଲ, ରେଷ୍ଟୁରାଣ୍ଟ ଓ ଦୋକାନ ରାତି ୧.୩୦ ପର୍ଯ୍ୟନ୍ତ ଖୋଲା ରହିବ। ପୁଲିସ ସୁରକ୍ଷା ବ୍ୟବସ୍ଥା କଡ଼ାକଡ଼ି କରାଯାଇଛି। ସହରର ବିଭିନ୍ନ ସ୍ଥାନରେ ଫ୍ୟାନ ଜୋନ୍ ପ୍ରସ୍ତୁତ କରାଯାଇଛି। [852, 963, 1132, 1092]
form-field-name: ନାମ: [8, 188, 31, 202]
packers-listings [195, 915, 365, 999]
realestate-ad-box [8, 925, 173, 1095]
birthday-form [8, 185, 208, 245]
ad-health-2-text: Rejuvenate and Ayurvedic full body massage by smart therapist. 9114402304. [195, 1247, 365, 1319]
horoscope-sign [1140, 579, 1492, 739]
sale-heading-1: SALE [63, 634, 118, 656]
ad-code: D-65139 [330, 1390, 365, 1400]
anniversary-ad [380, 722, 535, 982]
sign-prediction: ମନୋବଳ ଓ ଉତ୍ସାହ ବଢ଼ିବ। ଶିକ୍ଷା କ୍ଷେତ୍ରରେ ସଫଳତା। ଚାକିରିରେ ସ୍ଥିରତା ଆସିବ। ସ୍ୱାସ୍ଥ୍ୟ ସମସ୍ୟା ଦୂର ହେବ। [1235, 1555, 1490, 1587]
couple-photo [388, 745, 528, 855]
headline-ministry[interactable]: ମନ୍ତ୍ରାଳୟ ନିର୍ଦ୍ଦେଶ... [852, 610, 1009, 634]
ad-right-1-text: Newly opening ayurvedic massage smart therapist, Shree herbal. 7750020754. [380, 442, 535, 514]
anniversary-title: ୫୦ ତମ ବିବାହ ବାର୍ଷିକୀ ଶୁଭେଚ୍ଛା [384, 726, 531, 741]
ad-code: D-64749 [138, 1822, 173, 1832]
news-column-2 [852, 150, 1132, 2310]
news-column-1b [555, 1560, 835, 2310]
ad-packers-1-text: Samal packers movers provide household shifting in resonable rates. 9437035016. [195, 917, 365, 989]
top-story-photo [540, 4, 650, 109]
zodiac-icon: ♉ [1152, 441, 1210, 499]
page-number: 36 [1471, 2318, 1485, 2331]
zodiac-icon: ♑ [1152, 1737, 1210, 1795]
sign-name: କନ୍ୟା [1150, 1065, 1220, 1087]
obituary-2-text: ଆବିର୍ଭାବ: ୧୫।୦୩।୧୯୪୧ ତିରୋଭାବ: ୧୨।୧୧।୨୦୧୮ ପୂଜ୍ୟମାତା ଆପଣଙ୍କ ସ୍ନେହ ଆମପାଇଁ ଅନୁପ୍ରେରଣା ଆପଣଙ୍କ ଆତ୍ମାର ଶାନ୍ତି କାମନା କରୁଛୁ ଶୋକସନ୍ତପ୍ତ ପରିବାରବର୍ଗ [404, 2075, 528, 2178]
ad-health-1-text: Fully refreshed/ relaxed body massage by expert therapist, Shastrinagar. 7377984773. [195, 1182, 365, 1235]
article-ministry-para: ପ୍ରଧାନମନ୍ତ୍ରୀ ନରେନ୍ଦ୍ର ମୋଦିଙ୍କୁ ଚିଠି ଲେଖିଛନ୍ତି। ମୁଖ୍ୟମନ୍ତ୍ରୀ ନବୀନ ପଟ୍ଟନାୟକ କହିଛନ୍ତି ଯେ ପୋଲାଭରମ ପ୍ରକଳ୍ପ ଦ୍ୱାରା ଓଡ଼ିଶାର ଜମି ବୁଡ଼ିଯିବ। ମାଲକାନଗିରି ଜିଲ୍ଲାର ଅନେକ ଗାଁ ପ୍ରଭାବିତ ହେବ। କେନ୍ଦ୍ର ଜଳସମ୍ପଦ ମନ୍ତ୍ରାଳୟ ଏହି ପ୍ରକଳ୍ପର କାର୍ଯ୍ୟ ବନ୍ଦ ରଖିବାକୁ ନିର୍ଦ୍ଦେଶ ଦେଇଛି। ସୁପ୍ରିମକୋର୍ଟରେ ମାମଲା ବିଚାରାଧୀନ ଥିବା ବେଳେ ଆନ୍ଧ୍ରପ୍ରଦେଶ ସରକାର ନିର୍ମାଣ କାର୍ଯ୍ୟ ଜାରି ରଖିଥିଲା। ୨୦୧୫ ଜୁଲାଇ ୨ରୁ ୨୦୧୭ ଜୁଲାଇ ୨ ପର୍ଯ୍ୟନ୍ତ ଏହି ନିର୍ଦ୍ଦେଶ ସ୍ଥଗିତ ରଖାଯାଇଥିଲା। ପରେ ୨୦୧୮ ଜୁଲାଇ ୨ ପର୍ଯ୍ୟନ୍ତ ପୁଣି ସ୍ଥଗିତ ରଖାଯାଇଥିଲା। ବର୍ତ୍ତମାନ ପୁନର୍ବାର ଏହାକୁ ୨୦୧୯ ଜୁଲାଇ ପର୍ଯ୍ୟନ୍ତ ସ୍ଥଗିତ ରଖାଯାଇଛି। ଓଡ଼ିଶା ସରକାର ଏହାର ବିରୋଧ କରିଛନ୍ତି। ଜନଶୁଣାଣି ବିନା ପ୍ରକଳ୍ପ ଆଗକୁ ବଢ଼ାଯାଉଥିବା ଅଭିଯୋଗ ହୋଇଛି। ଏଥିରେ ଆଦିବାସୀମାନଙ୍କ ଅଧିକାର ଉଲ୍ଲଂଘନ ହେଉଛି ବୋଲି ମୁଖ୍ୟମନ୍ତ୍ରୀ ଲେଖିଛନ୍ତି। [852, 642, 1132, 923]
ad-code: D-65184 [500, 585, 535, 595]
zodiac-icon: ♓ [1152, 2061, 1210, 2119]
realestate-listings [8, 1100, 173, 1845]
form-field-age: ବୟସ: [8, 208, 38, 222]
ad-re-6 [8, 1574, 173, 1688]
horoscope-sign [1140, 417, 1492, 577]
sign-name: ମକର [1150, 1713, 1220, 1735]
obituary-1-code: D-6568 [352, 2196, 386, 2206]
horoscope-sign [1140, 903, 1492, 1063]
ad-re-8-text: 2BHK flat 1120 sqft. near ZEE School, Kateni Bhubaneswar is for sale. 9937162220. [8, 1763, 173, 1835]
ad-right-3 [380, 608, 535, 684]
kid-2-name: ଅମନ ପରିଡ଼ାବାବୁଙ୍କ [335, 201, 397, 228]
ad-code: D-64352 [138, 1215, 173, 1225]
ad-packers-1 [195, 915, 365, 991]
panjika-footer: ଆଜି କାର୍ତ୍ତିକ ଶୁକ୍ଳ ଚତୁର୍ଦ୍ଦଶୀ ଗୁରୁବାର, ଦିବା ଘ ୧୧ମି. ଗତେ ପୂର୍ଣ୍ଣିମା, ଶ୍ରୀଜଗନ୍ନାଥ ମହାପ୍ରଭୁଙ୍କର ଲକ୍ଷ୍ମୀନୃସିଂହ ଓ ଲକ୍ଷ୍ମୀନାରାୟଣ ବେଶ, ନକ୍ଷତ୍ର ଭରଣୀ, ଚନ୍ଦ୍ର ମେଷ ରାଶିରେ। ଅମୃତ ଯୋଗ ଦିବା ୯.୪୫ମି. ରୁ ୧୨.୨୦ମି. ପର୍ଯ୍ୟନ୍ତ। ମହେନ୍ଦ୍ର ଯୋଗ ରାତ୍ରି ୮.୩୦ମି. ରୁ ୧୦.୧୫ମି. ପର୍ଯ୍ୟନ୍ତ। [1140, 2142, 1492, 2228]
right-ad-listings [380, 440, 535, 692]
